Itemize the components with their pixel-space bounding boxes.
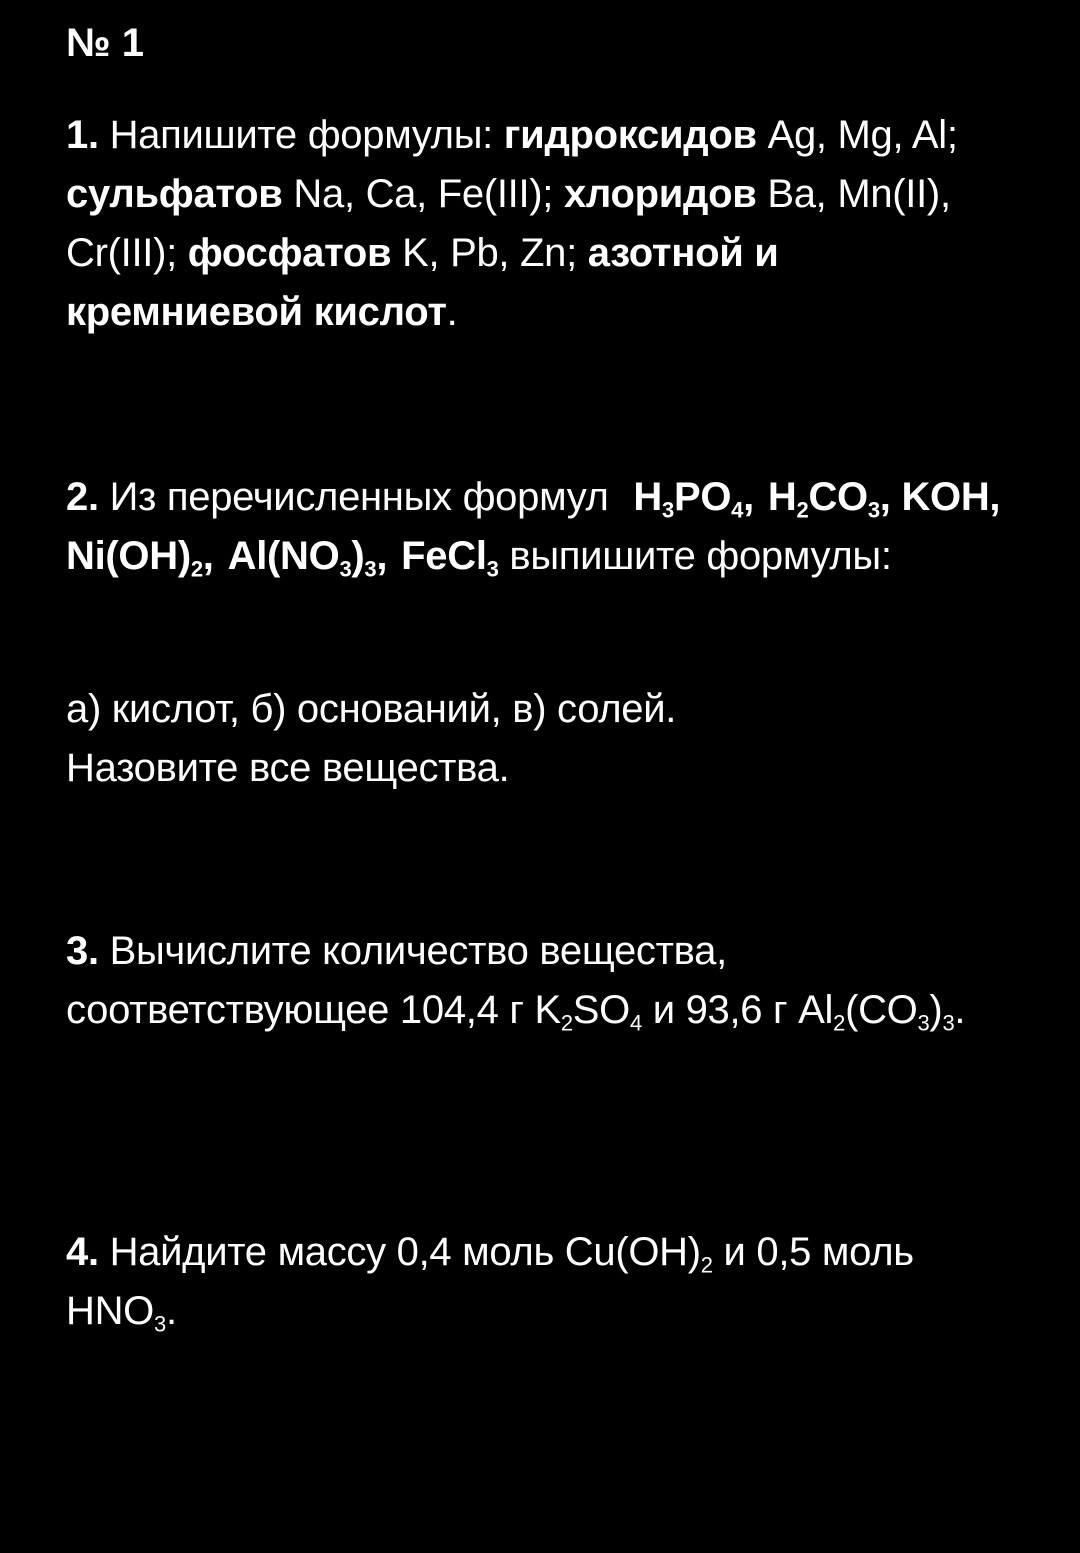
task-1-bold-1: гидроксидов [503,113,757,157]
task-1-text-1: Напишите формулы: [109,113,504,157]
task-4: 4. Найдите массу 0,4 моль $Cu(OH)_2$ и 0,5 моль $HNO_3$. [66,1230,914,1337]
formula-al-no3-3: $Al(NO_3)_3$, [227,534,388,582]
task-2-tail: выпишите формулы: [498,534,892,578]
formula-h2co3: $H_2CO_3$, [767,475,891,523]
task-1-number: 1. [66,113,99,157]
page-title: № 1 [66,21,144,65]
task-2-intro: Из перечисленных формул [98,475,620,519]
task-1-bold-5: азотной и кремниевой кислот [66,231,779,334]
task-1-bold-2: сульфатов [66,172,283,216]
task-1-text-5: K, Pb, Zn; [391,231,588,275]
task-1-text-3: Na, Ca, Fe(III); [282,172,564,216]
task-2 [66,468,1026,586]
task-1-text-6: . [446,290,458,334]
task-1 [66,106,1026,342]
formula-fecl3: FeCl$_3$ [401,534,499,582]
task-4-number: 4. [66,1230,99,1274]
formula-ni-oh-2: $Ni(OH)_2$, [66,534,214,582]
formula-h3po4: $H_3PO_4$, [633,475,754,523]
task-2-name-all: Назовите все вещества. [66,746,510,790]
task-3: 3. Вычислите количество вещества, соответствующее 104,4 г $K_2SO_4$ и 93,6 г $Al_2(CO_3)_3$. [66,929,966,1036]
task-1-bold-3: хлоридов [563,172,757,216]
task-2-options: а) кислот, б) оснований, в) солей. [66,687,677,731]
task-3-number: 3. [66,929,99,973]
formula-koh: KOH, [901,475,1001,519]
task-2-options-block [66,680,1026,798]
task-1-text-2: Ag, Mg, Al; [756,113,958,157]
task-1-bold-4: фосфатов [187,231,392,275]
task-1-text-4: Ba, Mn(II), Cr(III); [66,172,951,275]
task-2-number: 2. [66,475,99,519]
